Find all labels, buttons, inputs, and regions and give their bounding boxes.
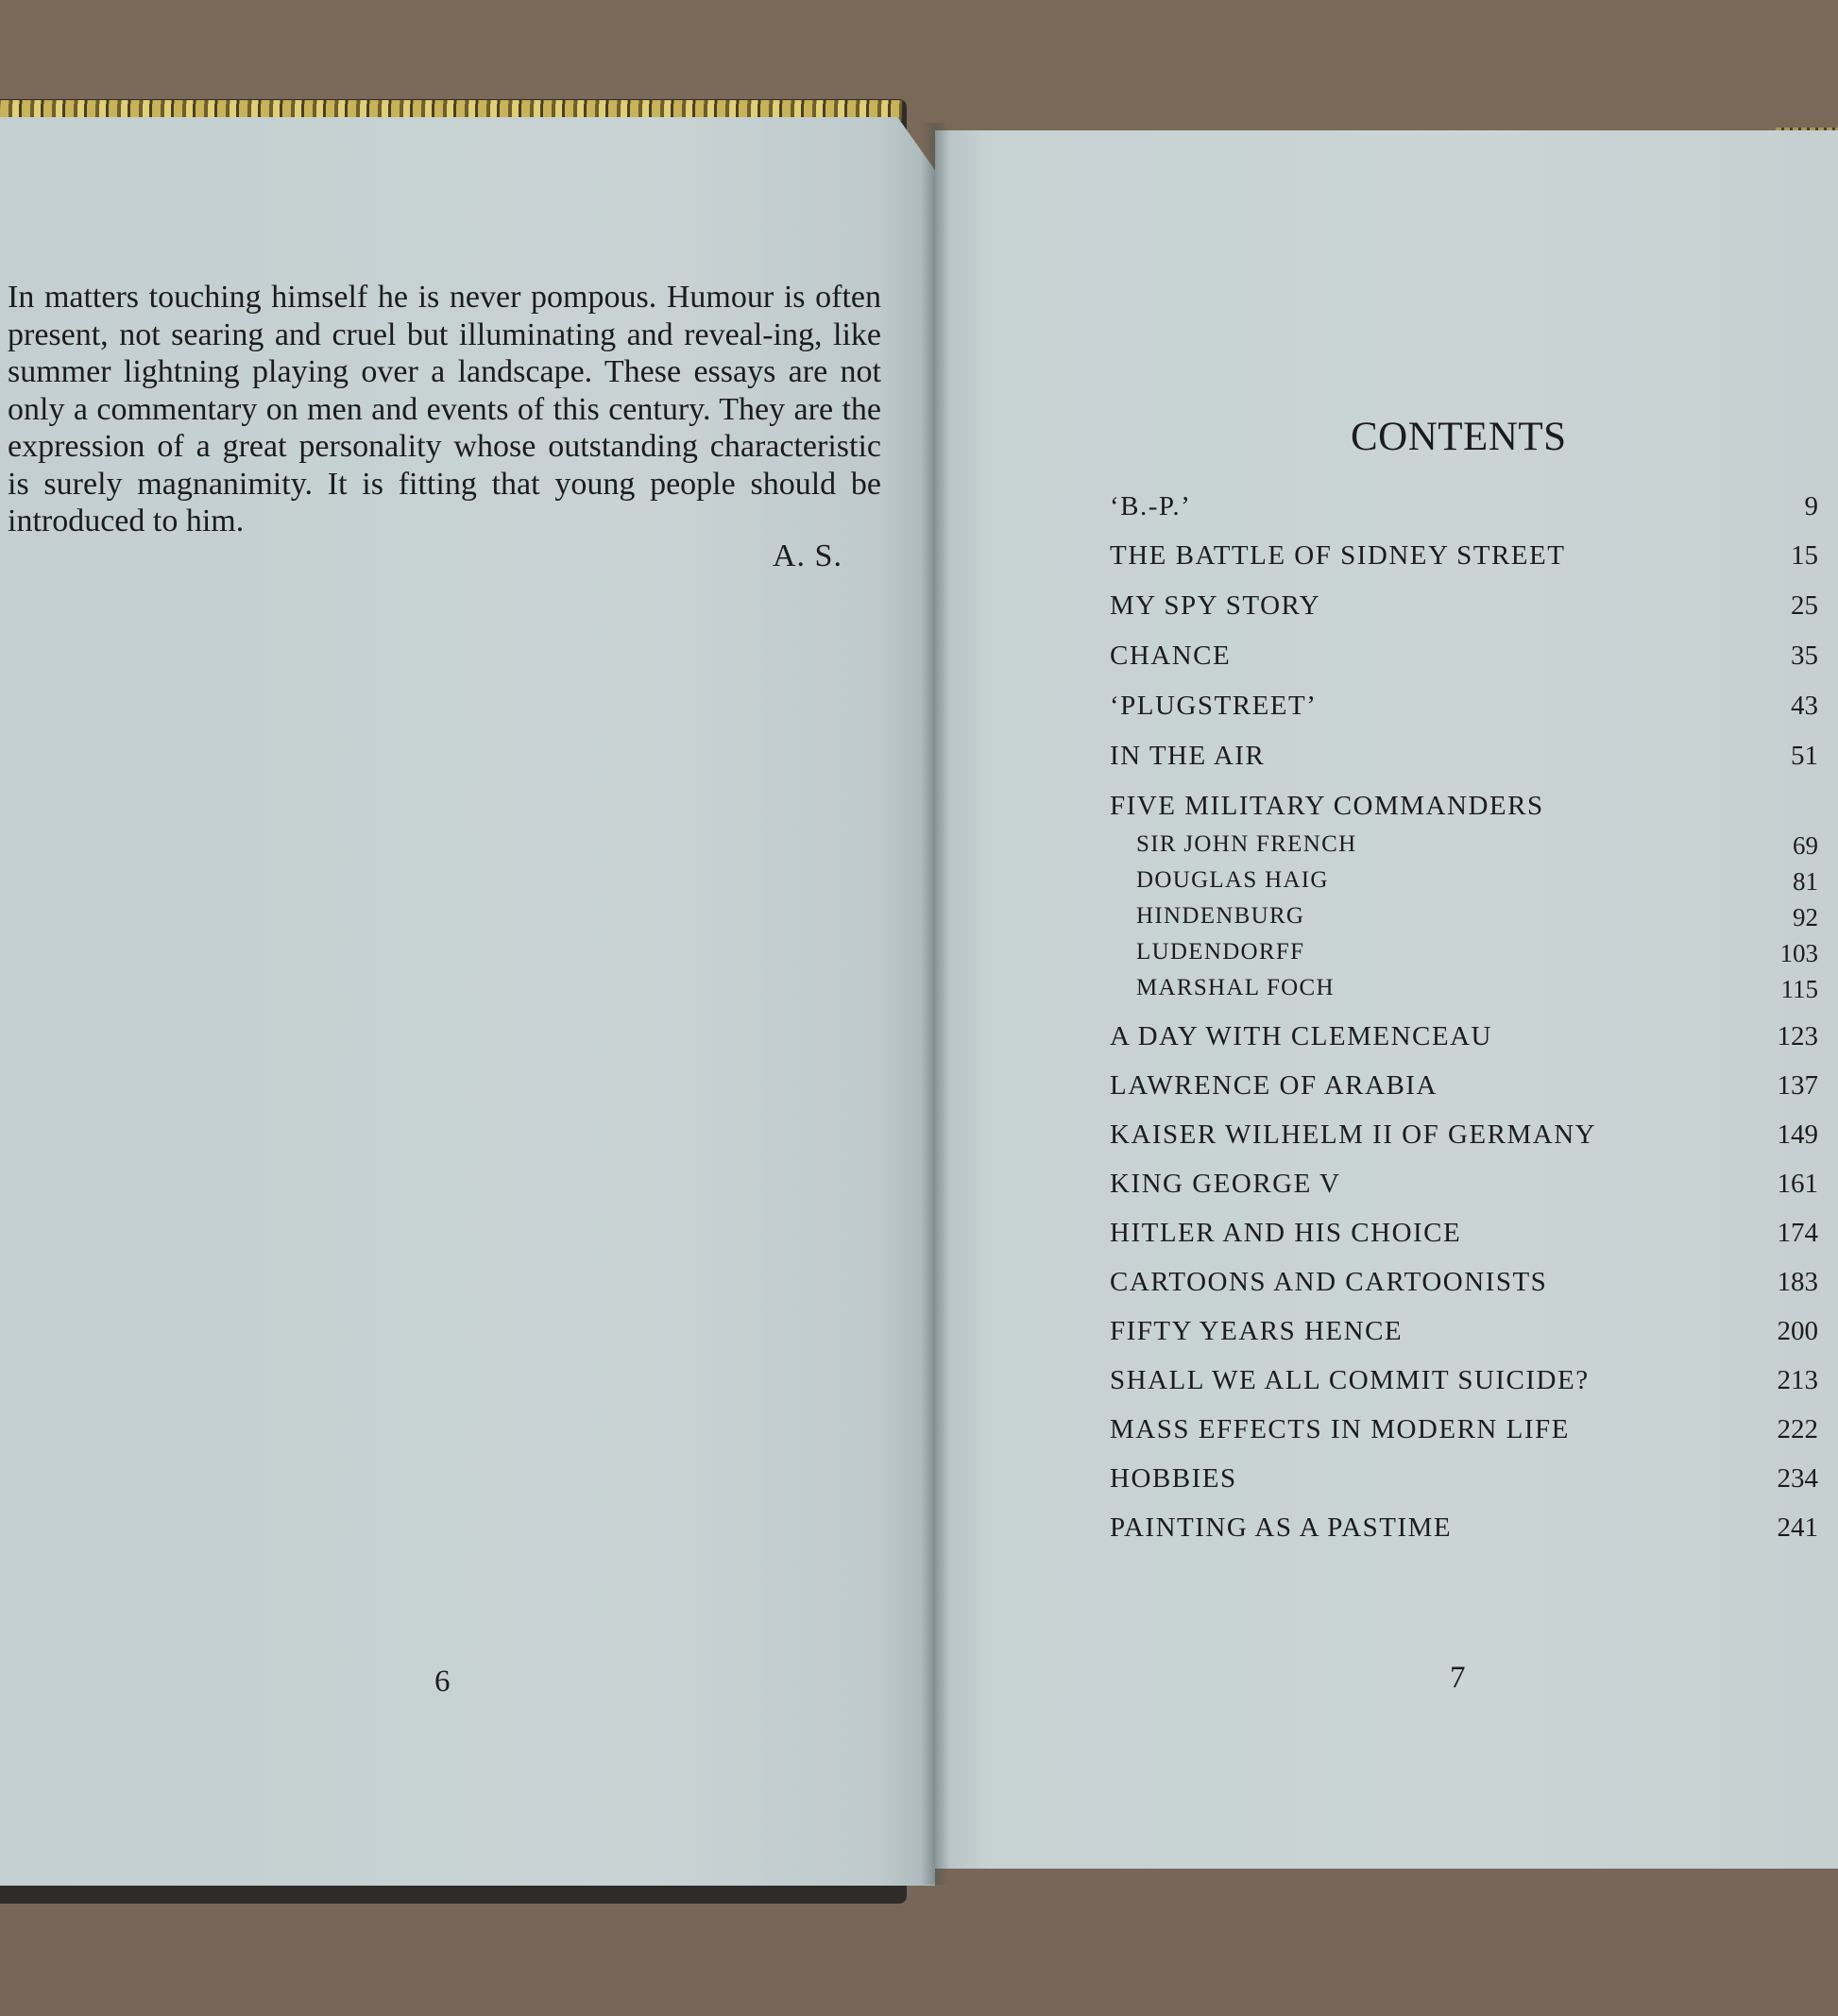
toc-entry[interactable] <box>1110 641 1818 678</box>
toc-entry-page: 174 <box>1777 1218 1818 1248</box>
toc-entry-page: 161 <box>1777 1169 1818 1199</box>
toc-subentry[interactable] <box>1110 831 1818 869</box>
toc-entry-page: 183 <box>1777 1267 1818 1297</box>
toc-entry-page: 103 <box>1779 939 1818 967</box>
toc-entry-page: 115 <box>1780 975 1818 1003</box>
toc-entry-title: FIVE MILITARY COMMANDERS <box>1110 791 1544 821</box>
toc-entry-page: 25 <box>1791 590 1818 621</box>
toc-entry-page: 137 <box>1777 1070 1818 1101</box>
toc-entry-title: A DAY WITH CLEMENCEAU <box>1110 1021 1493 1051</box>
toc-subentry[interactable] <box>1110 867 1818 905</box>
intro-paragraph: In matters touching himself he is never pompous. Humour is often present, not searing and cruel but illuminating and reveal-ing, like summer lightning playing over a landscape. These essays are not only a commentary on men and events of this century. They are the expression of a great personality whose outstanding characteristic is surely magnanimity. It is fitting that young people should be introduced to him. <box>8 280 881 538</box>
toc-subentry[interactable] <box>1110 975 1818 1013</box>
toc-entry[interactable] <box>1110 691 1818 728</box>
toc-entry-title: CHANCE <box>1110 641 1232 671</box>
toc-entry[interactable] <box>1110 1021 1818 1059</box>
toc-entry[interactable] <box>1110 491 1818 529</box>
toc-section-heading[interactable] <box>1110 791 1818 829</box>
toc-entry[interactable] <box>1110 1512 1818 1550</box>
toc-entry[interactable] <box>1110 540 1818 578</box>
toc-entry-page: 92 <box>1793 903 1818 931</box>
toc-entry-title: ‘B.-P.’ <box>1110 491 1192 521</box>
toc-entry-page: 123 <box>1777 1021 1818 1051</box>
toc-entry[interactable] <box>1110 1414 1818 1452</box>
toc-entry-page: 241 <box>1777 1512 1818 1543</box>
book-gutter <box>921 123 949 1885</box>
toc-entry-title: KING GEORGE V <box>1110 1169 1341 1199</box>
toc-entry-title: SHALL WE ALL COMMIT SUICIDE? <box>1110 1365 1590 1395</box>
toc-entry-title: MY SPY STORY <box>1110 590 1321 621</box>
toc-entry-page: 222 <box>1777 1414 1818 1444</box>
toc-entry[interactable] <box>1110 1267 1818 1305</box>
toc-entry-title: HOBBIES <box>1110 1463 1237 1494</box>
toc-entry-title: LAWRENCE OF ARABIA <box>1110 1070 1438 1101</box>
toc-entry[interactable] <box>1110 741 1818 778</box>
toc-entry-title: SIR JOHN FRENCH <box>1136 831 1357 857</box>
toc-entry-page: 149 <box>1777 1119 1818 1150</box>
toc-entry-title: DOUGLAS HAIG <box>1136 867 1329 893</box>
right-page-number: 7 <box>1450 1661 1466 1695</box>
toc-entry[interactable] <box>1110 1316 1818 1354</box>
toc-entry-title: FIFTY YEARS HENCE <box>1110 1316 1404 1346</box>
toc-entry-title: MASS EFFECTS IN MODERN LIFE <box>1110 1414 1570 1444</box>
toc-entry-page: 81 <box>1793 867 1818 896</box>
left-page-number: 6 <box>434 1665 451 1699</box>
toc-entry-title: LUDENDORFF <box>1136 939 1305 965</box>
toc-subentry[interactable] <box>1110 903 1818 941</box>
author-initials: A. S. <box>773 538 842 573</box>
toc-entry-page: 213 <box>1777 1365 1818 1395</box>
toc-subentry[interactable] <box>1110 939 1818 977</box>
toc-entry[interactable] <box>1110 1365 1818 1403</box>
toc-entry[interactable] <box>1110 590 1818 628</box>
toc-entry-page: 69 <box>1793 831 1818 860</box>
toc-entry[interactable] <box>1110 1169 1818 1206</box>
toc-entry-title: KAISER WILHELM II OF GERMANY <box>1110 1119 1597 1150</box>
toc-entry-title: HITLER AND HIS CHOICE <box>1110 1218 1462 1248</box>
contents-heading: CONTENTS <box>1351 415 1567 459</box>
toc-entry-page: 35 <box>1791 641 1818 671</box>
toc-entry-title: IN THE AIR <box>1110 741 1266 771</box>
toc-entry-title: HINDENBURG <box>1136 903 1305 929</box>
toc-entry-page: 9 <box>1804 491 1818 521</box>
toc-entry-page: 43 <box>1791 691 1818 721</box>
toc-entry-title: THE BATTLE OF SIDNEY STREET <box>1110 540 1566 571</box>
toc-entry-page: 200 <box>1777 1316 1818 1346</box>
toc-entry-title: CARTOONS AND CARTOONISTS <box>1110 1267 1548 1297</box>
toc-entry-page: 15 <box>1791 540 1818 571</box>
toc-entry[interactable] <box>1110 1218 1818 1256</box>
toc-entry[interactable] <box>1110 1070 1818 1108</box>
toc-entry-title: MARSHAL FOCH <box>1136 975 1335 1000</box>
toc-entry-title: PAINTING AS A PASTIME <box>1110 1512 1453 1543</box>
toc-entry-page: 234 <box>1777 1463 1818 1494</box>
toc-entry-title: ‘PLUGSTREET’ <box>1110 691 1318 721</box>
toc-entry-page: 51 <box>1791 741 1818 771</box>
toc-entry[interactable] <box>1110 1119 1818 1157</box>
toc-entry[interactable] <box>1110 1463 1818 1501</box>
